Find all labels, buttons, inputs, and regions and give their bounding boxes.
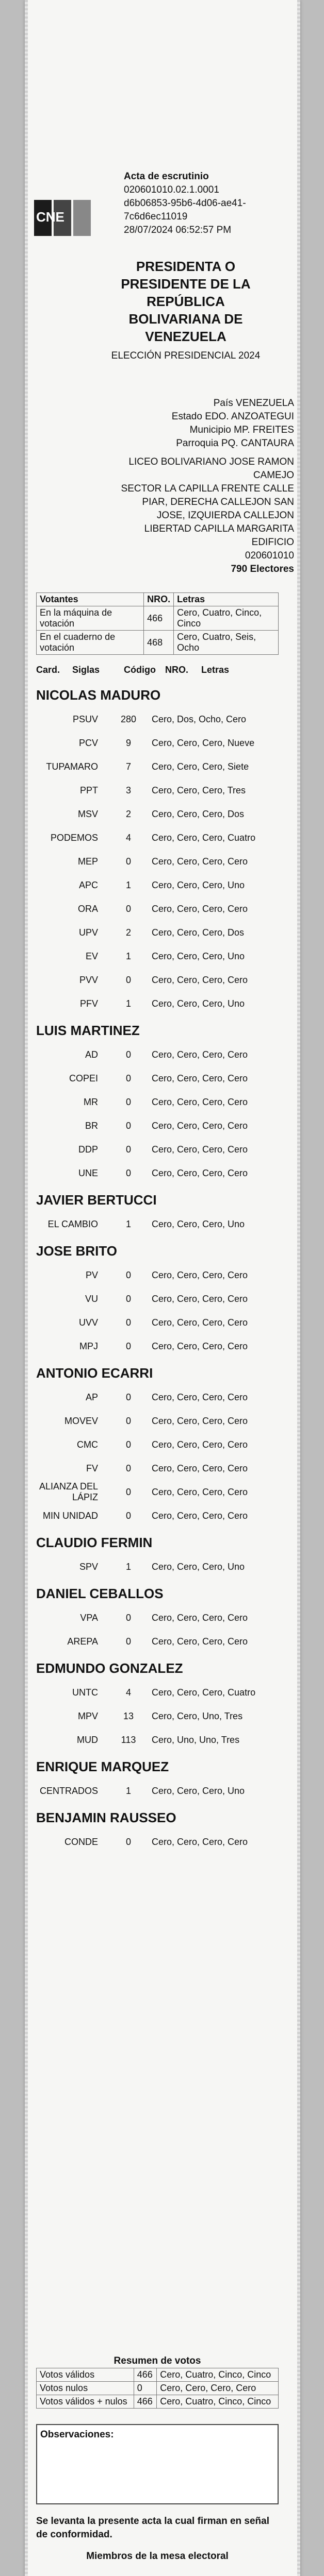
resumen-table <box>36 2368 279 2409</box>
cne-logo <box>31 196 98 242</box>
party-siglas: AP <box>85 1392 98 1402</box>
party-votes: 0 <box>125 1341 131 1351</box>
party-votes-letters: Cero, Cero, Cero, Cero <box>152 1049 248 1060</box>
title-line: BOLIVARIANA DE <box>128 311 243 327</box>
title-line: REPÚBLICA <box>147 294 225 309</box>
party-row <box>36 1263 279 1287</box>
party-row <box>36 850 279 873</box>
party-votes: 0 <box>125 1463 131 1473</box>
party-siglas: AD <box>85 1049 98 1060</box>
party-votes-letters: Cero, Cero, Cero, Cuatro <box>152 1687 256 1698</box>
estado: Estado EDO. ANZOATEGUI <box>171 411 294 422</box>
party-siglas: UPV <box>78 927 98 938</box>
party-votes: 0 <box>125 1439 131 1450</box>
resumen-title: Resumen de votos <box>114 2355 201 2366</box>
party-row <box>36 921 279 944</box>
party-row <box>36 992 279 1015</box>
resumen-cell: 0 <box>134 2382 156 2395</box>
party-votes-letters: Cero, Cero, Cero, Cero <box>152 856 248 867</box>
party-votes: 0 <box>125 1049 131 1060</box>
candidate-name: JOSE BRITO <box>36 1243 118 1259</box>
sector: JOSE, IZQUIERDA CALLEJON <box>156 510 294 521</box>
party-votes: 0 <box>125 1612 131 1623</box>
votantes-cell: 468 <box>144 631 174 655</box>
party-siglas: MR <box>84 1096 98 1107</box>
paper-edge-left <box>25 0 28 2576</box>
votantes-cell: Cero, Cuatro, Seis, Ocho <box>174 631 279 655</box>
serial-number: 020601010.02.1.0001 <box>124 184 219 195</box>
party-row <box>36 1114 279 1138</box>
party-votes: 4 <box>125 832 131 843</box>
party-siglas: PVV <box>79 974 98 985</box>
votantes-table <box>36 592 279 655</box>
party-siglas: MUD <box>77 1734 98 1745</box>
votantes-cell: En la máquina de votación <box>37 606 144 631</box>
party-siglas: UNE <box>78 1167 98 1178</box>
candidate-name: EDMUNDO GONZALEZ <box>36 1660 183 1676</box>
party-row <box>36 707 279 731</box>
votantes-header: Letras <box>174 593 279 606</box>
col-header: Código <box>124 665 156 675</box>
candidate-name: LUIS MARTINEZ <box>36 1023 140 1038</box>
party-votes: 4 <box>125 1687 131 1698</box>
party-votes-letters: Cero, Cero, Cero, Cero <box>152 1317 248 1328</box>
party-votes-letters: Cero, Cero, Cero, Tres <box>152 785 246 795</box>
observaciones-label: Observaciones: <box>40 2429 114 2440</box>
col-header: NRO. <box>165 665 188 675</box>
resumen-cell: Votos válidos + nulos <box>37 2395 134 2409</box>
party-votes-letters: Cero, Cero, Cero, Siete <box>152 761 249 772</box>
party-votes: 0 <box>125 1317 131 1328</box>
party-votes: 0 <box>125 1096 131 1107</box>
party-row <box>36 1480 279 1504</box>
resumen-cell: 466 <box>134 2395 156 2409</box>
candidate-name: NICOLAS MADURO <box>36 687 161 703</box>
party-row <box>36 944 279 968</box>
party-votes-letters: Cero, Cero, Cero, Cero <box>152 1486 248 1497</box>
party-siglas: PCV <box>78 737 98 748</box>
party-votes: 0 <box>125 1073 131 1083</box>
party-votes: 0 <box>125 1120 131 1131</box>
party-votes: 0 <box>125 1167 131 1178</box>
resumen-cell: Cero, Cuatro, Cinco, Cinco <box>157 2395 279 2409</box>
party-siglas: UVV <box>78 1317 98 1328</box>
party-row <box>36 1830 279 1854</box>
votantes-header: NRO. <box>144 593 174 606</box>
resumen-cell: Votos válidos <box>37 2368 134 2382</box>
candidate-block <box>36 1023 279 1185</box>
sector: PIAR, DERECHA CALLEJON SAN <box>142 497 294 507</box>
party-votes: 0 <box>125 1636 131 1647</box>
party-row <box>36 1728 279 1752</box>
party-votes: 9 <box>125 737 131 748</box>
party-row <box>36 1409 279 1433</box>
resumen-cell: Cero, Cero, Cero, Cero <box>157 2382 279 2395</box>
party-siglas: PODEMOS <box>50 832 98 843</box>
miembros-title: Miembros de la mesa electoral <box>86 2551 229 2562</box>
party-siglas: CONDE <box>64 1836 98 1847</box>
party-row <box>36 1212 279 1236</box>
party-siglas: COPEI <box>69 1073 98 1083</box>
party-votes-letters: Cero, Cero, Cero, Uno <box>152 879 245 890</box>
party-row <box>36 778 279 802</box>
party-siglas: DDP <box>78 1144 98 1155</box>
party-siglas: PV <box>85 1269 98 1280</box>
party-votes-letters: Cero, Cero, Cero, Cero <box>152 903 248 914</box>
votantes-cell: Cero, Cuatro, Cinco, Cinco <box>174 606 279 631</box>
party-siglas: PPT <box>79 785 98 795</box>
party-votes-letters: Cero, Cero, Cero, Cero <box>152 974 248 985</box>
party-votes-letters: Cero, Cero, Cero, Cero <box>152 1463 248 1473</box>
party-votes-letters: Cero, Cero, Cero, Cero <box>152 1439 248 1450</box>
party-row <box>36 1090 279 1114</box>
party-row <box>36 826 279 850</box>
party-votes-letters: Cero, Dos, Ocho, Cero <box>152 714 247 724</box>
party-row <box>36 1138 279 1161</box>
candidates-list <box>36 680 279 1854</box>
party-votes: 0 <box>125 1144 131 1155</box>
party-votes-letters: Cero, Cero, Cero, Uno <box>152 1561 245 1572</box>
party-votes-letters: Cero, Cero, Cero, Cero <box>152 1144 248 1155</box>
party-siglas: FV <box>86 1463 98 1473</box>
party-siglas: SPV <box>79 1561 98 1572</box>
party-row <box>36 1385 279 1409</box>
party-row <box>36 731 279 755</box>
candidate-name: DANIEL CEBALLOS <box>36 1586 164 1601</box>
candidate-block <box>36 1192 279 1236</box>
candidate-block <box>36 1535 279 1579</box>
votantes-cell: En el cuaderno de votación <box>37 631 144 655</box>
svg-text:CNE: CNE <box>36 209 64 225</box>
resumen-cell: Votos nulos <box>37 2382 134 2395</box>
candidate-name: ENRIQUE MARQUEZ <box>36 1759 169 1774</box>
party-votes: 7 <box>125 761 131 772</box>
votantes-cell: 466 <box>144 606 174 631</box>
party-votes-letters: Cero, Cero, Cero, Uno <box>152 951 245 961</box>
party-siglas: MPJ <box>79 1341 98 1351</box>
party-siglas: VPA <box>80 1612 98 1623</box>
party-row <box>36 1311 279 1334</box>
party-row <box>36 1779 279 1803</box>
candidate-name: ANTONIO ECARRI <box>36 1365 153 1381</box>
col-header: Letras <box>201 665 230 675</box>
party-votes: 1 <box>125 879 131 890</box>
party-row <box>36 755 279 778</box>
party-votes: 0 <box>125 1392 131 1402</box>
location-block <box>77 397 294 576</box>
party-siglas: UNTC <box>72 1687 98 1698</box>
party-votes: 1 <box>125 998 131 1009</box>
candidate-block <box>36 1365 279 1528</box>
party-row <box>36 1433 279 1456</box>
candidate-name: CLAUDIO FERMIN <box>36 1535 153 1550</box>
party-siglas: VU <box>85 1293 98 1304</box>
election-title-block <box>77 258 294 363</box>
election-name: ELECCIÓN PRESIDENCIAL 2024 <box>111 350 261 361</box>
party-votes: 113 <box>121 1734 136 1745</box>
party-votes-letters: Cero, Cero, Cero, Nueve <box>152 737 255 748</box>
party-votes: 0 <box>125 1836 131 1847</box>
party-votes-letters: Cero, Cero, Cero, Cero <box>152 1392 248 1402</box>
party-siglas: PSUV <box>72 714 98 724</box>
party-row <box>36 1334 279 1358</box>
party-votes: 1 <box>125 1561 131 1572</box>
party-votes-letters: Cero, Cero, Cero, Uno <box>152 1785 245 1796</box>
sector: SECTOR LA CAPILLA FRENTE CALLE <box>121 483 294 494</box>
sector: EDIFICIO <box>251 537 294 548</box>
resumen-cell: Cero, Cuatro, Cinco, Cinco <box>157 2368 279 2382</box>
party-votes-letters: Cero, Cero, Cero, Uno <box>152 1218 245 1229</box>
party-votes: 1 <box>125 1785 131 1796</box>
party-votes-letters: Cero, Cero, Cero, Dos <box>152 927 245 938</box>
votantes-header: Votantes <box>37 593 144 606</box>
parroquia: Parroquia PQ. CANTAURA <box>176 438 294 449</box>
party-votes: 0 <box>125 903 131 914</box>
party-votes-letters: Cero, Uno, Uno, Tres <box>152 1734 240 1745</box>
party-siglas: MPV <box>77 1710 98 1721</box>
party-row <box>36 1504 279 1528</box>
observaciones-box <box>36 2424 279 2504</box>
doc-title: Acta de escrutinio <box>124 171 209 182</box>
party-votes: 0 <box>125 1269 131 1280</box>
party-votes-letters: Cero, Cero, Cero, Cero <box>152 1269 248 1280</box>
party-siglas: PFV <box>79 998 98 1009</box>
party-row <box>36 1287 279 1311</box>
party-votes-letters: Cero, Cero, Cero, Cero <box>152 1167 248 1178</box>
party-votes-letters: Cero, Cero, Cero, Cero <box>152 1836 248 1847</box>
party-row <box>36 1161 279 1185</box>
resumen-block <box>36 2354 279 2563</box>
party-votes: 2 <box>125 808 131 819</box>
party-votes: 0 <box>125 1486 131 1497</box>
party-votes-letters: Cero, Cero, Cero, Cero <box>152 1415 248 1426</box>
electores: 790 Electores <box>231 564 294 574</box>
party-siglas: TUPAMARO <box>46 761 98 772</box>
candidate-block <box>36 1759 279 1803</box>
party-votes-letters: Cero, Cero, Cero, Cero <box>152 1341 248 1351</box>
candidate-block <box>36 687 279 1015</box>
party-votes: 0 <box>125 1415 131 1426</box>
title-line: PRESIDENTA O <box>136 259 236 274</box>
pais: País VENEZUELA <box>213 398 294 409</box>
party-siglas: APC <box>78 879 98 890</box>
party-votes: 0 <box>125 974 131 985</box>
sector: LIBERTAD CAPILLA MARGARITA <box>144 523 294 534</box>
column-headers <box>36 665 279 675</box>
candidate-block <box>36 1660 279 1752</box>
candidate-block <box>36 1810 279 1854</box>
candidate-block <box>36 1243 279 1358</box>
party-votes-letters: Cero, Cero, Cero, Cuatro <box>152 832 256 843</box>
party-row <box>36 1681 279 1704</box>
party-votes-letters: Cero, Cero, Cero, Cero <box>152 1293 248 1304</box>
party-siglas: EV <box>85 951 98 961</box>
party-votes: 1 <box>125 1218 131 1229</box>
party-votes: 1 <box>125 951 131 961</box>
party-votes: 0 <box>125 1510 131 1521</box>
hash-line-1: d6b06853-95b6-4d06-ae41- <box>124 198 246 209</box>
col-header: Card. <box>36 665 60 675</box>
party-row <box>36 1555 279 1579</box>
legal-text: Se levanta la presente acta la cual firman en señal de conformidad. <box>36 2516 269 2540</box>
party-votes-letters: Cero, Cero, Cero, Uno <box>152 998 245 1009</box>
centro: CAMEJO <box>253 470 294 481</box>
party-row <box>36 968 279 992</box>
candidate-block <box>36 1586 279 1653</box>
party-votes-letters: Cero, Cero, Cero, Cero <box>152 1073 248 1083</box>
party-votes-letters: Cero, Cero, Cero, Cero <box>152 1612 248 1623</box>
party-siglas: MEP <box>77 856 98 867</box>
acta-header <box>124 170 289 237</box>
party-row <box>36 802 279 826</box>
party-siglas: MOVEV <box>64 1415 98 1426</box>
party-siglas: AREPA <box>67 1636 98 1647</box>
party-row <box>36 1630 279 1653</box>
party-votes: 0 <box>125 856 131 867</box>
party-row <box>36 1456 279 1480</box>
title-line: VENEZUELA <box>145 329 226 344</box>
party-siglas: BR <box>85 1120 98 1131</box>
party-votes-letters: Cero, Cero, Uno, Tres <box>152 1710 243 1721</box>
title-line: PRESIDENTE DE LA <box>121 276 251 292</box>
party-siglas: MSV <box>77 808 98 819</box>
col-header: Siglas <box>72 665 100 675</box>
party-votes-letters: Cero, Cero, Cero, Dos <box>152 808 245 819</box>
municipio: Municipio MP. FREITES <box>189 425 294 435</box>
party-row <box>36 1704 279 1728</box>
party-row <box>36 1043 279 1066</box>
resumen-cell: 466 <box>134 2368 156 2382</box>
party-row <box>36 1066 279 1090</box>
party-siglas: CENTRADOS <box>39 1785 98 1796</box>
party-votes-letters: Cero, Cero, Cero, Cero <box>152 1510 248 1521</box>
party-siglas: ORA <box>77 903 98 914</box>
party-siglas: ALIANZA DEL LÁPIZ <box>39 1481 98 1502</box>
party-siglas: CMC <box>77 1439 98 1450</box>
party-votes: 280 <box>120 714 137 724</box>
party-row <box>36 1606 279 1630</box>
hash-line-2: 7c6d6ec11019 <box>124 211 188 222</box>
party-row <box>36 873 279 897</box>
party-votes: 3 <box>125 785 131 795</box>
party-votes: 0 <box>125 1293 131 1304</box>
party-siglas: EL CAMBIO <box>47 1218 98 1229</box>
party-votes-letters: Cero, Cero, Cero, Cero <box>152 1636 248 1647</box>
centro-code: 020601010 <box>245 550 294 561</box>
party-votes-letters: Cero, Cero, Cero, Cero <box>152 1120 248 1131</box>
party-votes: 13 <box>123 1710 134 1721</box>
centro: LICEO BOLIVARIANO JOSE RAMON <box>128 456 294 467</box>
party-votes: 2 <box>125 927 131 938</box>
party-siglas: MIN UNIDAD <box>43 1510 98 1521</box>
timestamp: 28/07/2024 06:52:57 PM <box>124 225 232 235</box>
paper-edge-right <box>297 0 300 2576</box>
party-row <box>36 897 279 921</box>
party-votes-letters: Cero, Cero, Cero, Cero <box>152 1096 248 1107</box>
candidate-name: BENJAMIN RAUSSEO <box>36 1810 176 1825</box>
candidate-name: JAVIER BERTUCCI <box>36 1192 157 1208</box>
